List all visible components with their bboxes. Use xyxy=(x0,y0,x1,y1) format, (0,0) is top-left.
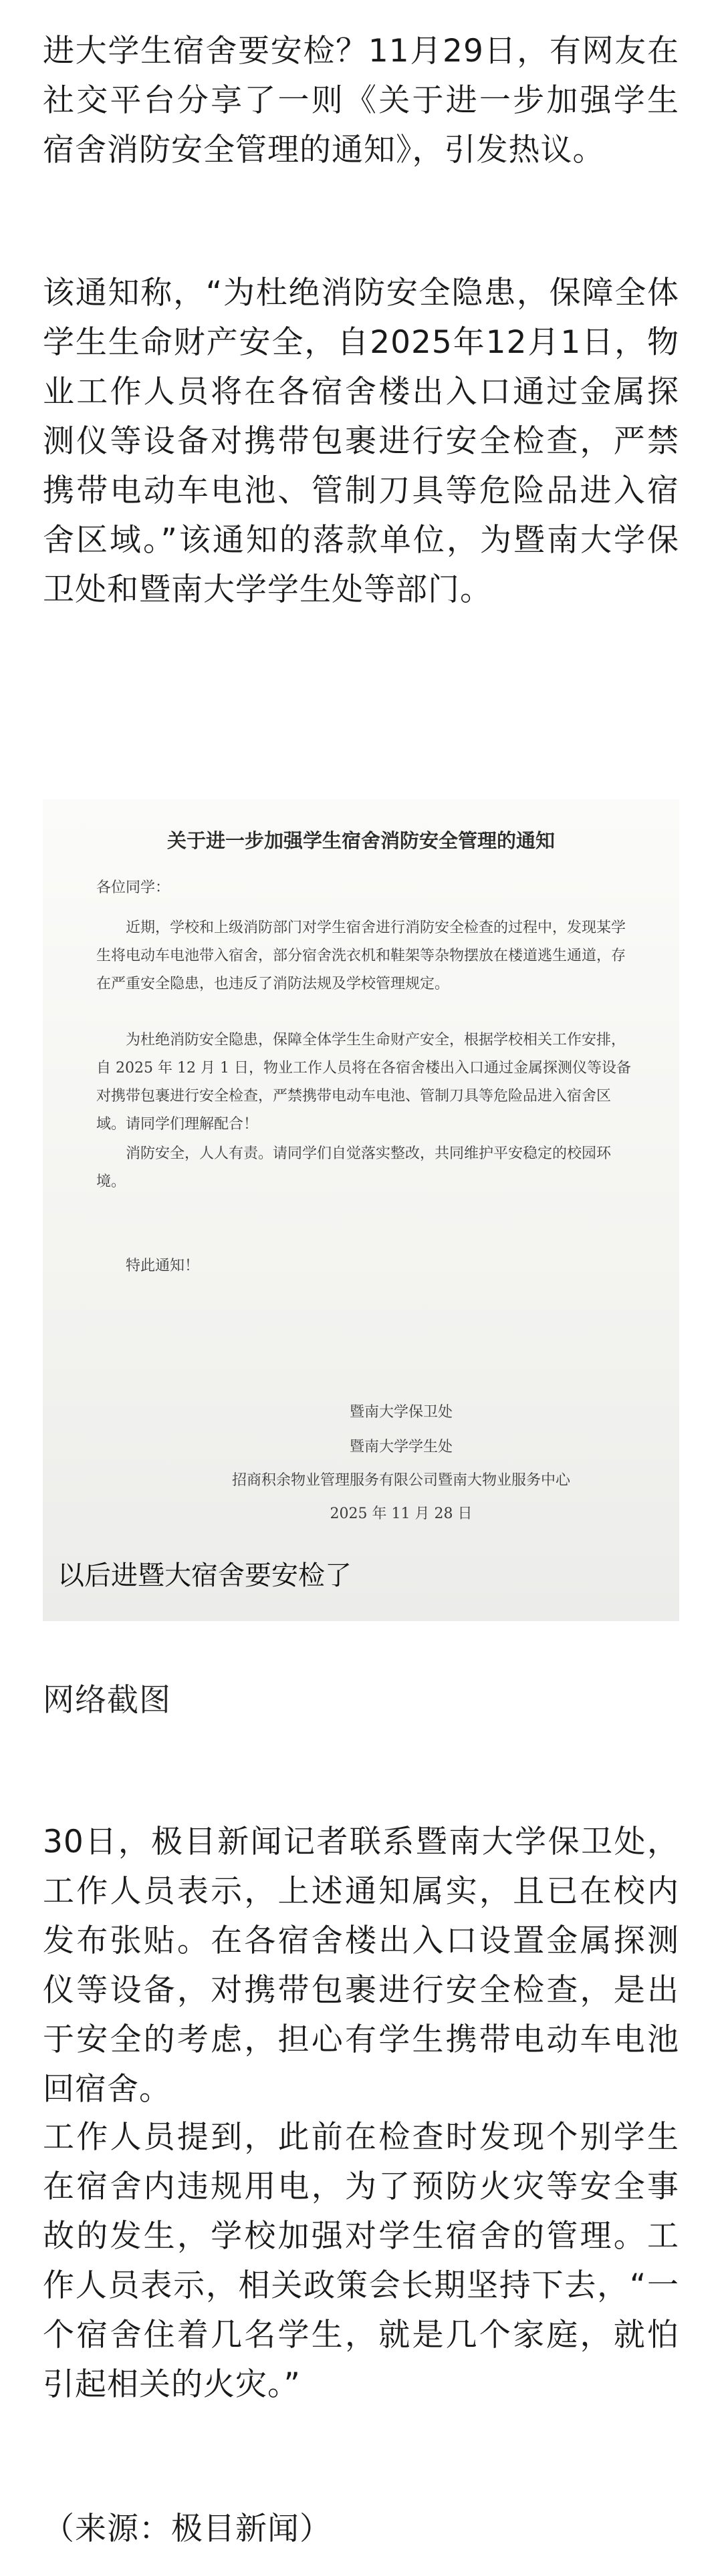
notice-body-3: 消防安全，人人有责。请同学们自觉落实整改，共同维护平安稳定的校园环境。 xyxy=(96,1145,612,1190)
notice-signer-2: 暨南大学学生处 xyxy=(349,1439,453,1455)
article-paragraph-4: 工作人员提到，此前在检查时发现个别学生在宿舍内违规用电，为了预防火灾等安全事故的发生，学校加强对学生宿舍的管理。工作人员表示，相关政策会长期坚持下去，“一个宿舍住着几名学生，就是几个家庭，就怕引起相关的火灾。” xyxy=(43,2119,679,2403)
article-paragraph-3: 30日，极目新闻记者联系暨南大学保卫处，工作人员表示，上述通知属实，且已在校内发布张贴。在各宿舍楼出入口设置金属探测仪等设备，对携带包裹进行安全检查，是出于安全的考虑，担心有学生携带电动车电池回宿舍。 xyxy=(43,1824,679,2108)
notice-signer-1: 暨南大学保卫处 xyxy=(349,1404,453,1421)
notice-screenshot-image xyxy=(43,799,679,1621)
notice-greeting: 各位同学： xyxy=(96,879,170,896)
notice-title: 关于进一步加强学生宿舍消防安全管理的通知 xyxy=(166,829,555,852)
notice-body-2: 为杜绝消防安全隐患，保障全体学生生命财产安全，根据学校相关工作安排，自 2025 年 12 月 1 日，物业工作人员将在各宿舍楼出入口通过金属探测仪等设备对携带包裹进行安全检查，严禁携带电动车电池、管制刀具等危险品进入宿舍区域。请同学们理解配合！ xyxy=(96,1032,631,1133)
article-paragraph-2: 该通知称，“为杜绝消防安全隐患，保障全体学生生命财产安全，自2025年12月1日，物业工作人员将在各宿舍楼出入口通过金属探测仪等设备对携带包裹进行安全检查，严禁携带电动车电池、管制刀具等危险品进入宿舍区域。”该通知的落款单位，为暨南大学保卫处和暨南大学学生处等部门。 xyxy=(43,275,679,608)
image-overlay-caption: 以后进暨大宿舍要安检了 xyxy=(57,1561,352,1590)
article-paragraph-1: 进大学生宿舍要安检？11月29日，有网友在社交平台分享了一则《关于进一步加强学生宿舍消防安全管理的通知》，引发热议。 xyxy=(43,33,679,168)
notice-date: 2025 年 11 月 28 日 xyxy=(330,1506,473,1522)
article-source: （来源：极目新闻） xyxy=(43,2511,332,2547)
notice-body-1: 近期，学校和上级消防部门对学生宿舍进行消防安全检查的过程中，发现某学生将电动车电池带入宿舍，部分宿舍洗衣机和鞋架等杂物摆放在楼道逃生通道，存在严重安全隐患，也违反了消防法规及学校管理规定。 xyxy=(96,919,626,992)
image-caption: 网络截图 xyxy=(43,1682,171,1719)
notice-closing: 特此通知！ xyxy=(126,1258,200,1274)
notice-signer-3: 招商积余物业管理服务有限公司暨南大物业服务中心 xyxy=(231,1472,570,1489)
notice-paper xyxy=(43,799,679,1621)
